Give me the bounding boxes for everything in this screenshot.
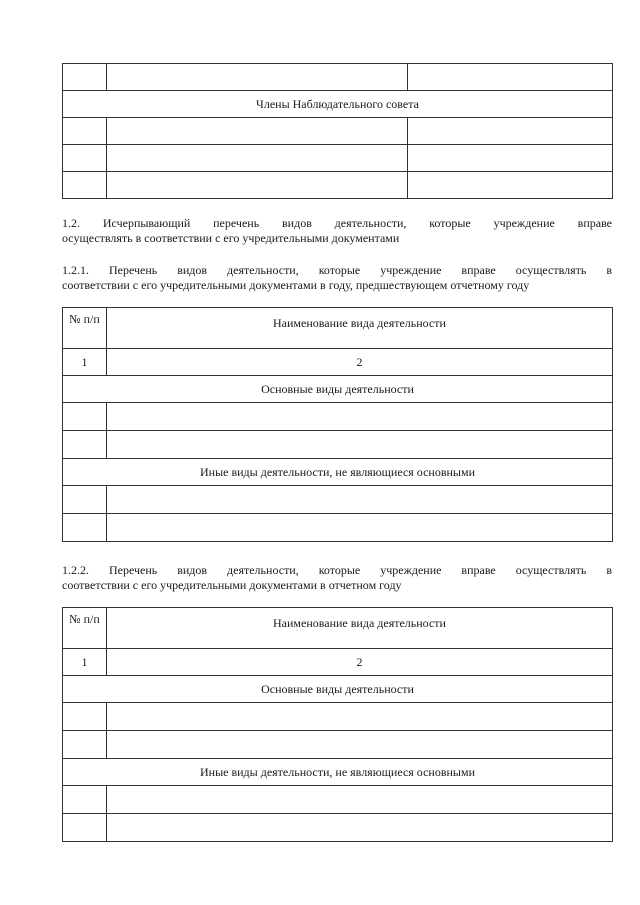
table-cell <box>63 814 107 842</box>
table-cell <box>107 64 408 91</box>
column-number-1: 1 <box>63 649 107 676</box>
paragraph-line: 1.2. Исчерпывающий перечень видов деятельности, которые учреждение вправе <box>62 216 612 230</box>
paragraph-1-2-2 <box>62 563 612 593</box>
table-cell <box>408 118 613 145</box>
table-cell <box>63 431 107 459</box>
table-cell <box>408 172 613 199</box>
table-header-row <box>63 608 613 649</box>
table-cell <box>63 703 107 731</box>
paragraph-line: 1.2.1. Перечень видов деятельности, которые учреждение вправе осуществлять в <box>62 263 612 277</box>
table-row <box>63 349 613 376</box>
table-cell <box>107 145 408 172</box>
table-cell <box>107 786 613 814</box>
table-cell <box>63 514 107 542</box>
table-row <box>63 514 613 542</box>
column-header-activity-name: Наименование вида деятельности <box>107 608 613 649</box>
table-cell <box>107 514 613 542</box>
paragraph-1-2 <box>62 216 612 246</box>
column-header-number: № п/п <box>63 608 107 649</box>
table-cell <box>107 731 613 759</box>
table-cell <box>63 731 107 759</box>
table-row <box>63 649 613 676</box>
table-header-row <box>63 308 613 349</box>
table-cell <box>107 118 408 145</box>
table-row <box>63 91 613 118</box>
table-row <box>63 431 613 459</box>
table-cell <box>63 118 107 145</box>
column-header-activity-name: Наименование вида деятельности <box>107 308 613 349</box>
table-row <box>63 703 613 731</box>
supervisory-board-table <box>62 63 613 199</box>
table-cell <box>63 64 107 91</box>
table-row <box>63 786 613 814</box>
table-cell <box>408 145 613 172</box>
table-row <box>63 676 613 703</box>
table-row <box>63 64 613 91</box>
table-cell <box>63 403 107 431</box>
table-row <box>63 459 613 486</box>
table-row <box>63 172 613 199</box>
table-row <box>63 759 613 786</box>
column-number-1: 1 <box>63 349 107 376</box>
activities-reporting-year-table <box>62 607 613 842</box>
table-cell <box>63 486 107 514</box>
table-cell <box>107 172 408 199</box>
table-cell <box>107 403 613 431</box>
table-row <box>63 403 613 431</box>
table-cell <box>63 786 107 814</box>
activities-previous-year-table <box>62 307 613 542</box>
table-row <box>63 731 613 759</box>
table-row <box>63 118 613 145</box>
column-header-number: № п/п <box>63 308 107 349</box>
paragraph-1-2-1 <box>62 263 612 293</box>
section-main-activities: Основные виды деятельности <box>63 376 613 403</box>
table-cell <box>107 703 613 731</box>
section-title-supervisory-board: Члены Наблюдательного совета <box>63 91 613 118</box>
table-cell <box>63 145 107 172</box>
table-row <box>63 145 613 172</box>
column-number-2: 2 <box>107 649 613 676</box>
paragraph-line: 1.2.2. Перечень видов деятельности, которые учреждение вправе осуществлять в <box>62 563 612 577</box>
column-number-2: 2 <box>107 349 613 376</box>
section-other-activities: Иные виды деятельности, не являющиеся основными <box>63 759 613 786</box>
table-cell <box>107 431 613 459</box>
table-row <box>63 814 613 842</box>
table-cell <box>63 172 107 199</box>
table-cell <box>408 64 613 91</box>
paragraph-line: соответствии с его учредительными документами в году, предшествующем отчетному году <box>62 278 530 292</box>
table-row <box>63 486 613 514</box>
paragraph-line: осуществлять в соответствии с его учредительными документами <box>62 231 400 245</box>
table-cell <box>107 814 613 842</box>
section-other-activities: Иные виды деятельности, не являющиеся основными <box>63 459 613 486</box>
section-main-activities: Основные виды деятельности <box>63 676 613 703</box>
paragraph-line: соответствии с его учредительными документами в отчетном году <box>62 578 402 592</box>
table-cell <box>107 486 613 514</box>
table-row <box>63 376 613 403</box>
